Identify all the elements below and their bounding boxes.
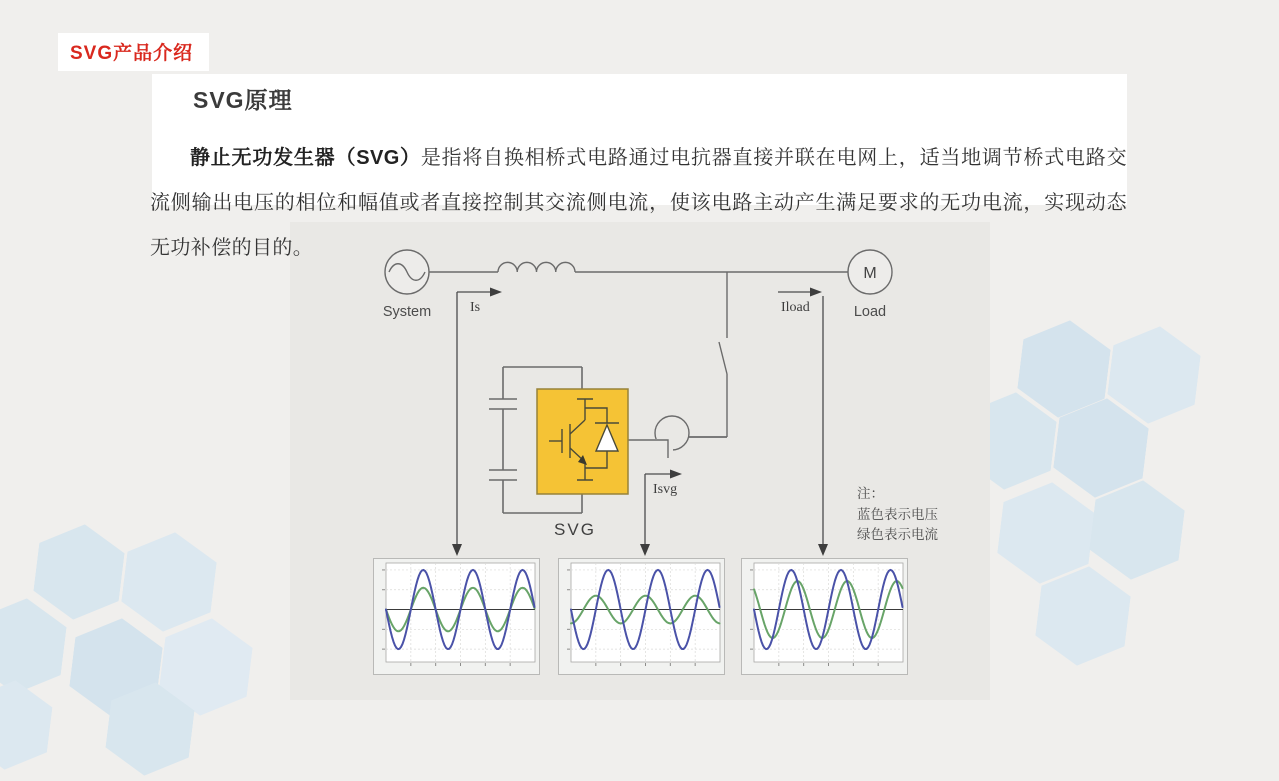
waveform-plot-load [741, 558, 908, 675]
note-line-voltage: 蓝色表示电压 [857, 507, 938, 522]
note-title: 注： [857, 486, 884, 501]
note-line-current: 绿色表示电流 [857, 527, 938, 542]
switch-icon [689, 272, 727, 437]
system-label: System [382, 304, 432, 320]
load-label: Load [853, 304, 887, 320]
down-arrow-iload [818, 544, 828, 556]
waveform-plot-source [373, 558, 540, 675]
hexagon-decoration [30, 519, 127, 625]
paragraph-lead-bold: 静止无功发生器（SVG） [190, 147, 421, 169]
load-motor-symbol: M [863, 265, 877, 282]
arrowheads [452, 288, 828, 557]
hexagon-decoration [118, 527, 220, 637]
converter-label: SVG [554, 520, 596, 539]
is-current-label: Is [470, 300, 481, 315]
measurement-lines [457, 292, 823, 544]
paragraph-body: 是指将自换相桥式电路通过电抗器直接并联在电网上，适当地调节桥式电路交流侧输出电压的相位和幅值或者直接控制其交流侧电流，使该电路主动产生满足要求的无功电流，实现动态无功补偿的目的。 [150, 147, 1127, 259]
waveform-plot-svg-output [558, 558, 725, 675]
down-arrow-is [452, 544, 462, 556]
circuit-wires [382, 250, 892, 513]
inductor-icon [498, 262, 575, 272]
down-arrow-isvg [640, 544, 650, 556]
iload-current-label: Iload [781, 300, 810, 315]
svg-converter-box [537, 389, 628, 494]
page-title: SVG原理 [193, 87, 293, 113]
isvg-current-label: Isvg [653, 482, 678, 497]
slide-tag-label: SVG产品介绍 [58, 33, 209, 71]
hexagon-decoration [0, 675, 55, 774]
